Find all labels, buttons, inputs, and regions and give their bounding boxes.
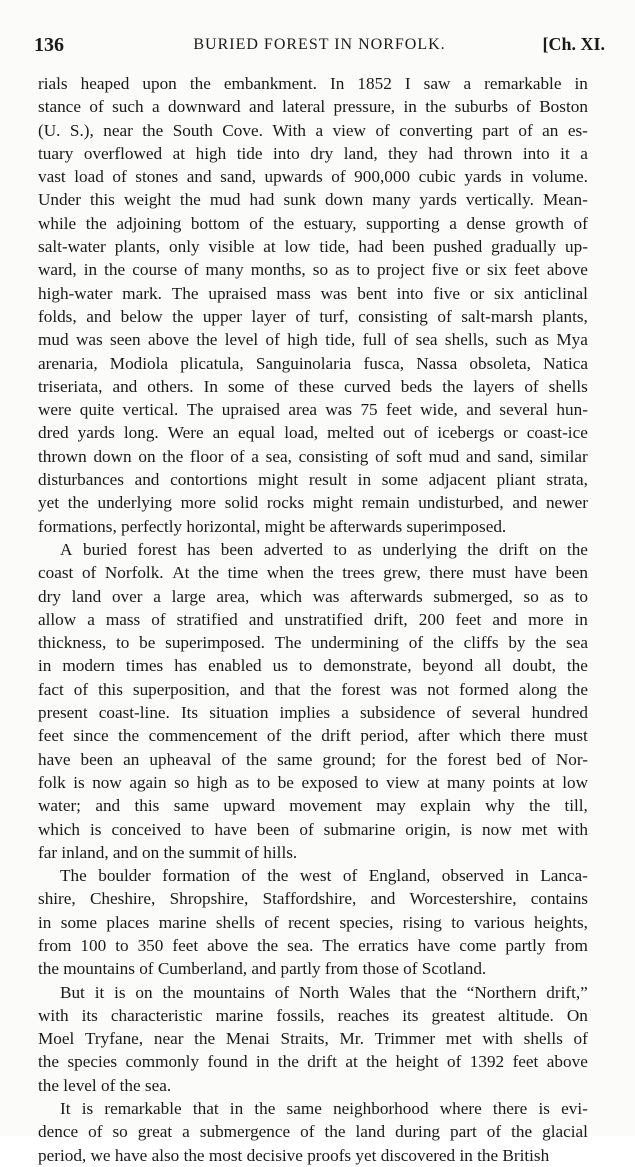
text-line: the species commonly found in the drift at the height of 1392 feet above bbox=[38, 1052, 588, 1072]
text-line: dry land over a large area, which was afterwards submerged, so as to bbox=[38, 586, 588, 606]
text-line: vast load of stones and sand, upwards of 900,000 cubic yards in volume. bbox=[38, 167, 588, 187]
text-line: A buried forest has been adverted to as underlying the drift on the bbox=[60, 539, 588, 559]
text-line: But it is on the mountains of North Wales that the “Northern drift,” bbox=[60, 982, 588, 1002]
text-line: allow a mass of stratified and unstratified drift, 200 feet and more in bbox=[38, 609, 588, 629]
text-line: stance of such a downward and lateral pressure, in the suburbs of Boston bbox=[38, 97, 588, 117]
chapter-reference: [Ch. XI. bbox=[542, 34, 605, 54]
text-line: present coast-line. Its situation implies a subsidence of several hundred bbox=[38, 703, 588, 723]
text-line: water; and this same upward movement may explain why the till, bbox=[38, 796, 588, 816]
text-line: yet the underlying more solid rocks might remain undisturbed, and newer bbox=[38, 493, 588, 513]
page-header bbox=[34, 30, 605, 60]
text-line: triseriata, and others. In some of these curved beds the layers of shells bbox=[38, 376, 588, 396]
text-line: (U. S.), near the South Cove. With a view of converting part of an es- bbox=[38, 120, 588, 140]
text-line: folds, and below the upper layer of turf, consisting of salt-marsh plants, bbox=[38, 306, 588, 326]
paragraph bbox=[38, 1097, 588, 1167]
text-line: from 100 to 350 feet above the sea. The erratics have come partly from bbox=[38, 935, 588, 955]
page-number: 136 bbox=[34, 34, 64, 56]
text-line: high-water mark. The upraised mass was bent into five or six anticlinal bbox=[38, 283, 588, 303]
text-line: feet since the commencement of the drift period, after which there must bbox=[38, 726, 588, 746]
text-line: thrown down on the floor of a sea, consisting of soft mud and sand, similar bbox=[38, 446, 588, 466]
text-line: tuary overflowed at high tide into dry land, they had thrown into it a bbox=[38, 143, 588, 163]
text-line: ward, in the course of many months, so as to project five or six feet above bbox=[38, 260, 588, 280]
paragraph bbox=[38, 981, 588, 1097]
text-line: far inland, and on the summit of hills. bbox=[38, 842, 298, 862]
page-body bbox=[38, 72, 588, 1167]
paragraph bbox=[38, 538, 588, 864]
text-line: It is remarkable that in the same neighborhood where there is evi- bbox=[60, 1099, 588, 1119]
text-line: folk is now again so high as to be exposed to view at many points at low bbox=[38, 772, 588, 792]
text-line: period, we have also the most decisive proofs yet discovered in the British bbox=[38, 1145, 550, 1165]
text-line: fact of this superposition, and that the forest was not formed along the bbox=[38, 679, 588, 699]
text-line: mud was seen above the level of high tide, full of sea shells, such as Mya bbox=[38, 330, 588, 350]
text-line: disturbances and contortions might result in some adjacent pliant strata, bbox=[38, 470, 588, 490]
text-line: formations, perfectly horizontal, might be afterwards superimposed. bbox=[38, 516, 507, 536]
text-line: shire, Cheshire, Shropshire, Staffordshire, and Worcestershire, contains bbox=[38, 889, 588, 909]
text-line: dence of so great a submergence of the land during part of the glacial bbox=[38, 1122, 588, 1142]
paragraph bbox=[38, 864, 588, 980]
text-line: which is conceived to have been of submarine origin, is now met with bbox=[38, 819, 588, 839]
text-line: in some places marine shells of recent species, rising to various heights, bbox=[38, 912, 588, 932]
text-line: rials heaped upon the embankment. In 1852 I saw a remarkable in bbox=[38, 74, 588, 93]
text-line: dred yards long. Were an equal load, melted out of icebergs or coast-ice bbox=[38, 423, 588, 443]
text-line: the mountains of Cumberland, and partly from those of Scotland. bbox=[38, 959, 487, 979]
text-line: were quite vertical. The upraised area was 75 feet wide, and several hun- bbox=[38, 400, 588, 420]
running-title: BURIED FOREST IN NORFOLK. bbox=[193, 36, 446, 53]
paragraph bbox=[38, 72, 588, 538]
text-line: the level of the sea. bbox=[38, 1075, 172, 1095]
text-line: arenaria, Modiola plicatula, Sanguinolaria fusca, Nassa obsoleta, Natica bbox=[38, 353, 588, 373]
text-line: Under this weight the mud had sunk down many yards vertically. Mean- bbox=[38, 190, 588, 210]
text-line: salt-water plants, only visible at low tide, had been pushed gradually up- bbox=[38, 237, 588, 257]
text-line: coast of Norfolk. At the time when the trees grew, there must have been bbox=[38, 563, 588, 583]
text-line: while the adjoining bottom of the estuary, supporting a dense growth of bbox=[38, 213, 588, 233]
text-line: thickness, to be superimposed. The undermining of the cliffs by the sea bbox=[38, 633, 588, 653]
text-line: have been an upheaval of the same ground; for the forest bed of Nor- bbox=[38, 749, 588, 769]
text-line: with its characteristic marine fossils, reaches its greatest altitude. On bbox=[38, 1005, 588, 1025]
text-line: Moel Tryfane, near the Menai Straits, Mr. Trimmer met with shells of bbox=[38, 1029, 588, 1049]
text-line: in modern times has enabled us to demonstrate, beyond all doubt, the bbox=[38, 656, 588, 676]
text-line: The boulder formation of the west of England, observed in Lanca- bbox=[60, 866, 588, 886]
